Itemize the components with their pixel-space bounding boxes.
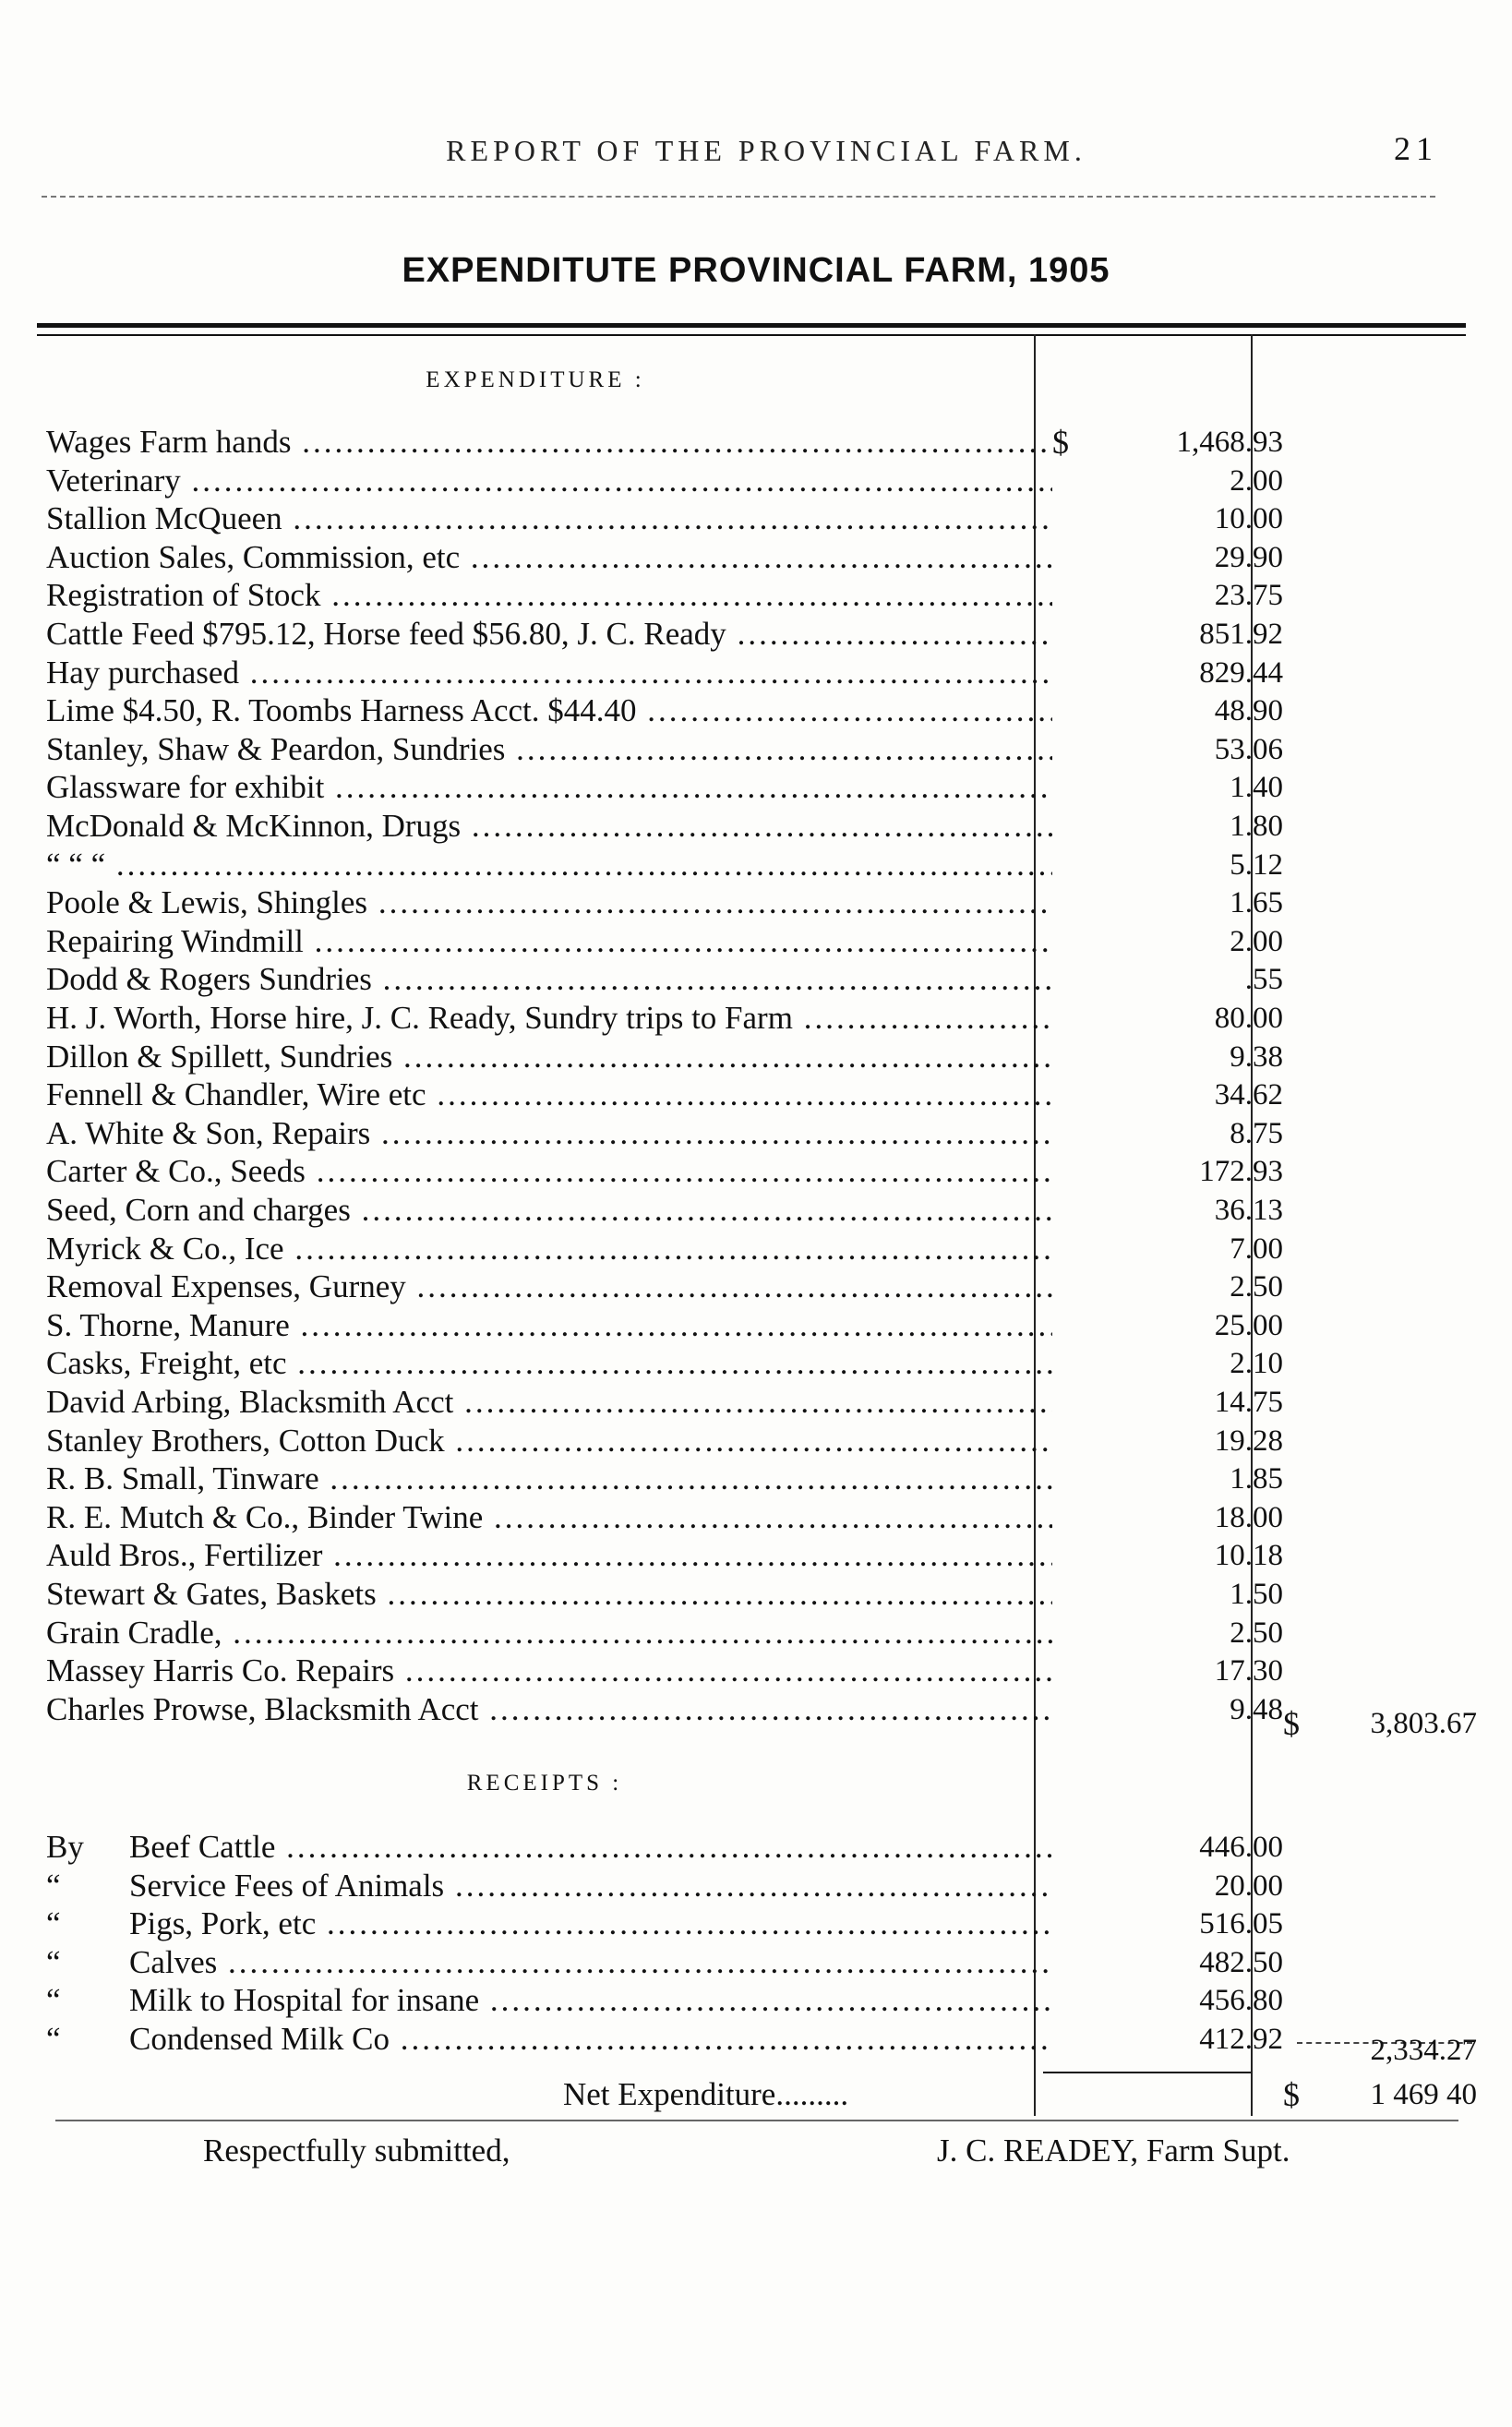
receipt-item-amount: 516.05 [1199, 1907, 1283, 1941]
expenditure-item-amount: 14.75 [1214, 1386, 1283, 1419]
expenditure-row [46, 576, 1283, 615]
net-expenditure-currency: $ [1283, 2076, 1300, 2113]
expenditure-row [46, 538, 1283, 577]
closing-text: Respectfully submitted, [203, 2133, 510, 2169]
expenditure-row [46, 999, 1283, 1038]
expenditure-item-label: McDonald & McKinnon, Drugs ..... [46, 807, 1052, 846]
receipt-row [46, 1981, 1283, 2020]
expenditure-item-label: Stewart & Gates, Baskets ..... [46, 1575, 1052, 1614]
expenditure-item-amount: 36.13 [1214, 1194, 1283, 1227]
expenditure-item-amount: 9.48 [1230, 1692, 1283, 1726]
expenditure-item-amount: 8.75 [1230, 1116, 1283, 1150]
expenditure-row [46, 1498, 1283, 1537]
expenditure-row [46, 1230, 1283, 1268]
receipt-row [46, 1867, 1283, 1905]
expenditure-item-amount: 29.90 [1214, 540, 1283, 574]
net-expenditure-label: Net Expenditure......... [563, 2076, 849, 2112]
expenditure-row [46, 423, 1283, 462]
expenditure-item-amount: 34.62 [1214, 1078, 1283, 1112]
expenditure-item-amount: 1.50 [1230, 1578, 1283, 1611]
expenditure-row [46, 1114, 1283, 1153]
expenditure-item-label: Auld Bros., Fertilizer ..... [46, 1536, 1052, 1575]
expenditure-item-label: S. Thorne, Manure ..... [46, 1306, 1052, 1345]
title-rule-thick [37, 323, 1466, 328]
receipt-item-prefix: “ [46, 1867, 61, 1904]
footer-rule [55, 2120, 1458, 2121]
running-header: REPORT OF THE PROVINCIAL FARM. [446, 134, 1086, 167]
expenditure-item-label: Cattle Feed $795.12, Horse feed $56.80, J. C. Ready ..... [46, 615, 1052, 654]
expenditure-item-amount: 2.50 [1230, 1270, 1283, 1304]
receipt-item-prefix: “ [46, 1982, 61, 2019]
expenditure-row [46, 1344, 1283, 1383]
expenditure-item-label: Veterinary ..... [46, 462, 1052, 500]
expenditure-row [46, 691, 1283, 730]
expenditure-row [46, 1652, 1283, 1690]
expenditure-item-amount: 2.00 [1230, 463, 1283, 498]
receipts-total: 2,334.27 [1370, 2034, 1477, 2067]
expenditure-item-label: Poole & Lewis, Shingles ..... [46, 883, 1052, 922]
expenditure-row [46, 1536, 1283, 1575]
expenditure-row [46, 768, 1283, 807]
expenditure-item-amount: 851.92 [1199, 618, 1283, 651]
receipt-item-prefix: “ [46, 1943, 61, 1980]
net-rule [1043, 2072, 1251, 2073]
expenditure-item-amount: 1.80 [1230, 810, 1283, 843]
expenditure-row [46, 499, 1283, 538]
expenditure-item-label: Removal Expenses, Gurney ..... [46, 1268, 1052, 1306]
net-expenditure-amount: 1 469 40 [1370, 2078, 1477, 2111]
expenditure-total: 3,803.67 [1370, 1707, 1477, 1740]
expenditure-item-amount: 829.44 [1199, 655, 1283, 690]
expenditure-item-label: Fennell & Chandler, Wire etc ..... [46, 1075, 1052, 1114]
expenditure-item-amount: 2.50 [1230, 1616, 1283, 1650]
expenditure-item-label: Casks, Freight, etc ..... [46, 1344, 1052, 1383]
expenditure-row [46, 654, 1283, 692]
expenditure-item-amount: 9.38 [1230, 1039, 1283, 1074]
expenditure-row [46, 846, 1283, 884]
expenditure-item-amount: 10.00 [1214, 502, 1283, 536]
expenditure-row [46, 1422, 1283, 1460]
expenditure-item-amount: .55 [1244, 963, 1283, 997]
expenditure-row [46, 1152, 1283, 1191]
expenditure-item-label: Carter & Co., Seeds ..... [46, 1152, 1052, 1191]
expenditure-item-label: Stanley, Shaw & Peardon, Sundries ..... [46, 730, 1052, 769]
expenditure-item-amount: 53.06 [1214, 732, 1283, 766]
page-number: 21 [1394, 130, 1438, 167]
expenditure-item-amount: 48.90 [1214, 694, 1283, 728]
expenditure-item-label: Dodd & Rogers Sundries ..... [46, 960, 1052, 999]
expenditure-row [46, 1268, 1283, 1306]
receipts-heading: RECEIPTS : [466, 1771, 623, 1796]
receipt-item-label: Milk to Hospital for insane ..... [129, 1981, 1052, 2020]
receipt-row [46, 1943, 1283, 1982]
expenditure-row [46, 807, 1283, 846]
expenditure-item-label: Dillon & Spillett, Sundries ..... [46, 1038, 1052, 1076]
receipt-item-prefix: By [46, 1829, 84, 1865]
expenditure-item-label: Massey Harris Co. Repairs ..... [46, 1652, 1052, 1690]
expenditure-item-label: Stanley Brothers, Cotton Duck ..... [46, 1422, 1052, 1460]
expenditure-item-label: Registration of Stock ..... [46, 576, 1052, 615]
expenditure-item-amount: 2.00 [1230, 924, 1283, 958]
expenditure-item-label: A. White & Son, Repairs ..... [46, 1114, 1052, 1153]
signatory: J. C. READEY, Farm Supt. [937, 2133, 1290, 2169]
expenditure-item-label: Repairing Windmill ..... [46, 922, 1052, 961]
expenditure-item-amount: 23.75 [1214, 579, 1283, 613]
receipt-item-label: Service Fees of Animals ..... [129, 1867, 1052, 1905]
expenditure-item-label: David Arbing, Blacksmith Acct ..... [46, 1383, 1052, 1422]
receipt-item-amount: 456.80 [1199, 1984, 1283, 2018]
expenditure-row [46, 1383, 1283, 1422]
expenditure-item-amount: 80.00 [1214, 1002, 1283, 1035]
receipt-item-label: Pigs, Pork, etc ..... [129, 1904, 1052, 1943]
expenditure-total-currency: $ [1283, 1705, 1300, 1742]
expenditure-item-amount: 17.30 [1214, 1654, 1283, 1688]
expenditure-row [46, 1575, 1283, 1614]
expenditure-row [46, 1191, 1283, 1230]
expenditure-item-amount: 1.85 [1230, 1462, 1283, 1496]
expenditure-row [46, 1306, 1283, 1345]
expenditure-item-label: Stallion McQueen ..... [46, 499, 1052, 538]
receipt-row [46, 1904, 1283, 1943]
expenditure-row [46, 615, 1283, 654]
expenditure-item-label: Wages Farm hands ..... [46, 423, 1052, 462]
expenditure-item-label: Seed, Corn and charges ..... [46, 1191, 1052, 1230]
receipt-item-prefix: “ [46, 1905, 61, 1942]
expenditure-row [46, 1460, 1283, 1498]
expenditure-item-label: H. J. Worth, Horse hire, J. C. Ready, Sundry trips to Farm ..... [46, 999, 1052, 1038]
expenditure-currency: $ [1052, 424, 1069, 461]
receipt-item-label: Condensed Milk Co ..... [129, 2020, 1052, 2059]
expenditure-item-label: Charles Prowse, Blacksmith Acct ..... [46, 1690, 1052, 1729]
expenditure-row [46, 1075, 1283, 1114]
expenditure-item-label: “ “ “ ..... [46, 846, 1052, 884]
header-divider [42, 196, 1435, 198]
expenditure-item-amount: 7.00 [1230, 1232, 1283, 1266]
expenditure-item-label: Auction Sales, Commission, etc ..... [46, 538, 1052, 577]
expenditure-item-label: Grain Cradle, ..... [46, 1614, 1052, 1652]
expenditure-item-label: Hay purchased ..... [46, 654, 1052, 692]
expenditure-item-amount: 2.10 [1230, 1347, 1283, 1381]
expenditure-item-amount: 19.28 [1214, 1424, 1283, 1458]
expenditure-item-label: R. B. Small, Tinware ..... [46, 1460, 1052, 1498]
receipt-item-prefix: “ [46, 2021, 61, 2057]
expenditure-row [46, 462, 1283, 500]
expenditure-row [46, 960, 1283, 999]
receipt-item-label: Beef Cattle ..... [129, 1828, 1052, 1867]
page-title: EXPENDITUTE PROVINCIAL FARM, 1905 [402, 251, 1110, 290]
expenditure-item-label: Lime $4.50, R. Toombs Harness Acct. $44.40 ..... [46, 691, 1052, 730]
expenditure-item-amount: 5.12 [1230, 847, 1283, 882]
receipt-item-amount: 482.50 [1199, 1945, 1283, 1979]
expenditure-row [46, 883, 1283, 922]
expenditure-item-amount: 25.00 [1214, 1308, 1283, 1342]
expenditure-item-label: Glassware for exhibit ..... [46, 768, 1052, 807]
receipt-item-amount: 412.92 [1199, 2023, 1283, 2056]
expenditure-item-label: Myrick & Co., Ice ..... [46, 1230, 1052, 1268]
expenditure-row [46, 1614, 1283, 1652]
expenditure-row [46, 922, 1283, 961]
expenditure-item-amount: 172.93 [1199, 1155, 1283, 1189]
expenditure-item-label: R. E. Mutch & Co., Binder Twine ..... [46, 1498, 1052, 1537]
receipt-row [46, 1828, 1283, 1867]
expenditure-row [46, 1690, 1283, 1729]
receipt-row [46, 2020, 1283, 2059]
receipt-item-amount: 20.00 [1214, 1868, 1283, 1903]
expenditure-item-amount: 1.40 [1230, 771, 1283, 805]
expenditure-item-amount: 18.00 [1214, 1500, 1283, 1534]
expenditure-item-amount: 1,468.93 [1176, 426, 1283, 459]
expenditure-row [46, 1038, 1283, 1076]
expenditure-item-amount: 1.65 [1230, 886, 1283, 920]
expenditure-heading: EXPENDITURE : [426, 367, 645, 392]
expenditure-row [46, 730, 1283, 769]
receipt-item-label: Calves ..... [129, 1943, 1052, 1982]
receipt-item-amount: 446.00 [1199, 1831, 1283, 1864]
expenditure-item-amount: 10.18 [1214, 1539, 1283, 1573]
